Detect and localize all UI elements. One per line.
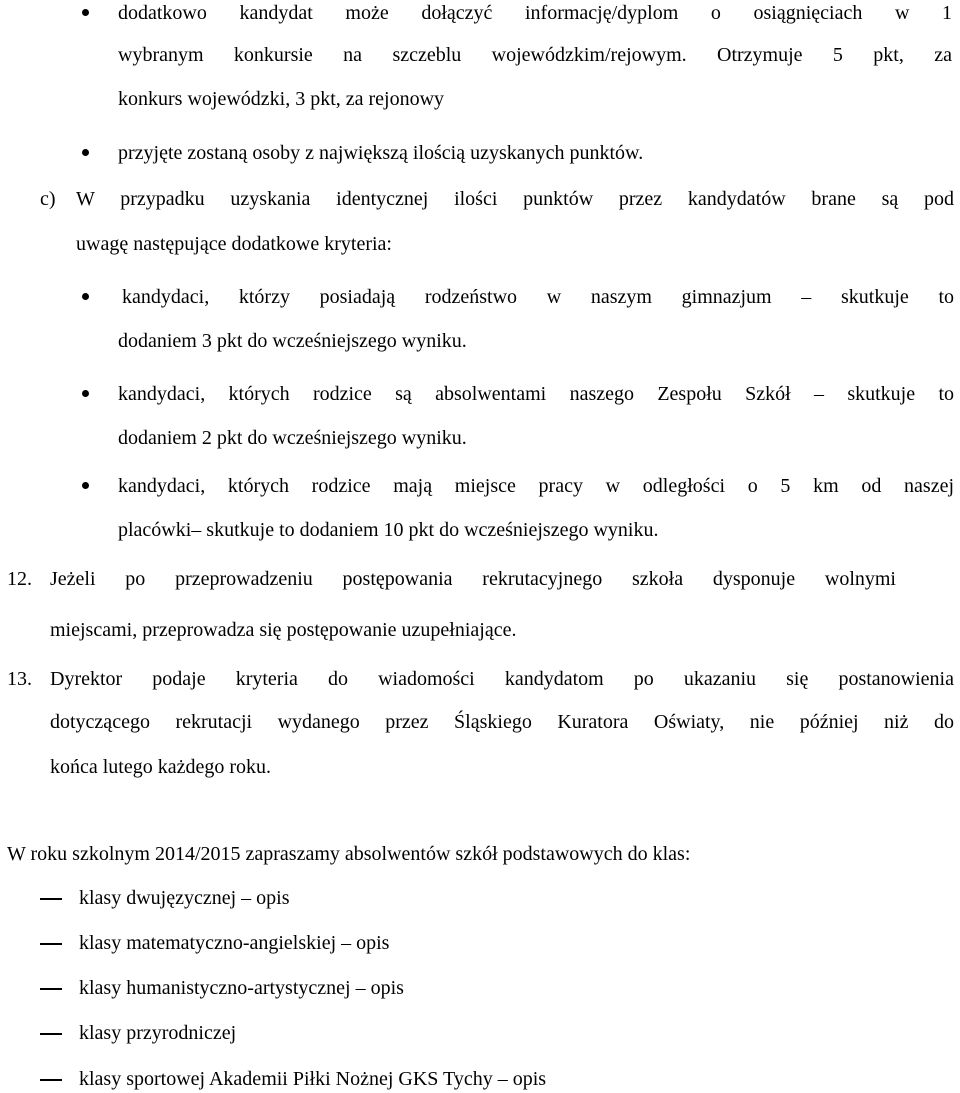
criterion-1-line-2: dodaniem 3 pkt do wcześniejszego wyniku. [118, 330, 467, 352]
dash-icon [40, 1079, 62, 1081]
dash-icon [40, 1033, 62, 1035]
criterion-3-line-1: kandydaci, których rodzice mają miejsce pracy w odległości o 5 km od naszej [118, 475, 954, 497]
section-c-line-1: W przypadku uzyskania identycznej ilości punktów przez kandydatów brane są pod [76, 188, 954, 210]
invitation-text: W roku szkolnym 2014/2015 zapraszamy absolwentów szkół podstawowych do klas: [7, 843, 691, 865]
class-item: klasy humanistyczno-artystycznej – opis [79, 977, 404, 999]
bullet-icon [82, 9, 89, 16]
bullet-icon [82, 482, 89, 489]
intro-bullet-1-line-2: wybranym konkursie na szczeblu wojewódzkim/rejowym. Otrzymuje 5 pkt, za [118, 44, 952, 66]
item-13-line-1: Dyrektor podaje kryteria do wiadomości kandydatom po ukazaniu się postanowienia [50, 668, 954, 690]
bullet-icon [82, 149, 89, 156]
criterion-3-line-2: placówki– skutkuje to dodaniem 10 pkt do wcześniejszego wyniku. [118, 519, 659, 541]
bullet-icon [82, 390, 89, 397]
class-item: klasy matematyczno-angielskiej – opis [79, 932, 390, 954]
dash-icon [40, 943, 62, 945]
class-item: klasy dwujęzycznej – opis [79, 887, 290, 909]
section-c-line-2: uwagę następujące dodatkowe kryteria: [76, 233, 392, 255]
class-item: klasy przyrodniczej [79, 1022, 237, 1044]
class-item: klasy sportowej Akademii Piłki Nożnej GKS Tychy – opis [79, 1068, 547, 1090]
item-13-number: 13. [7, 668, 32, 690]
section-c-marker: c) [40, 188, 56, 210]
intro-bullet-2-text: przyjęte zostaną osoby z największą ilością uzyskanych punktów. [118, 142, 644, 164]
item-12-line-2: miejscami, przeprowadza się postępowanie uzupełniające. [50, 619, 517, 641]
item-13-line-3: końca lutego każdego roku. [50, 756, 272, 778]
criterion-2-line-2: dodaniem 2 pkt do wcześniejszego wyniku. [118, 427, 467, 449]
bullet-icon [82, 293, 89, 300]
criterion-2-line-1: kandydaci, których rodzice są absolwentami naszego Zespołu Szkół – skutkuje to [118, 383, 954, 405]
dash-icon [40, 898, 62, 900]
intro-bullet-1-line-3: konkurs wojewódzki, 3 pkt, za rejonowy [118, 88, 445, 110]
item-12-line-1: Jeżeli po przeprowadzeniu postępowania rekrutacyjnego szkoła dysponuje wolnymi [50, 568, 896, 590]
dash-icon [40, 988, 62, 990]
criterion-1-line-1: kandydaci, którzy posiadają rodzeństwo w naszym gimnazjum – skutkuje to [122, 286, 954, 308]
item-13-line-2: dotyczącego rekrutacji wydanego przez Śląskiego Kuratora Oświaty, nie później niż do [50, 711, 954, 733]
intro-bullet-1-line-1: dodatkowo kandydat może dołączyć informację/dyplom o osiągnięciach w 1 [118, 2, 952, 24]
item-12-number: 12. [7, 568, 32, 590]
